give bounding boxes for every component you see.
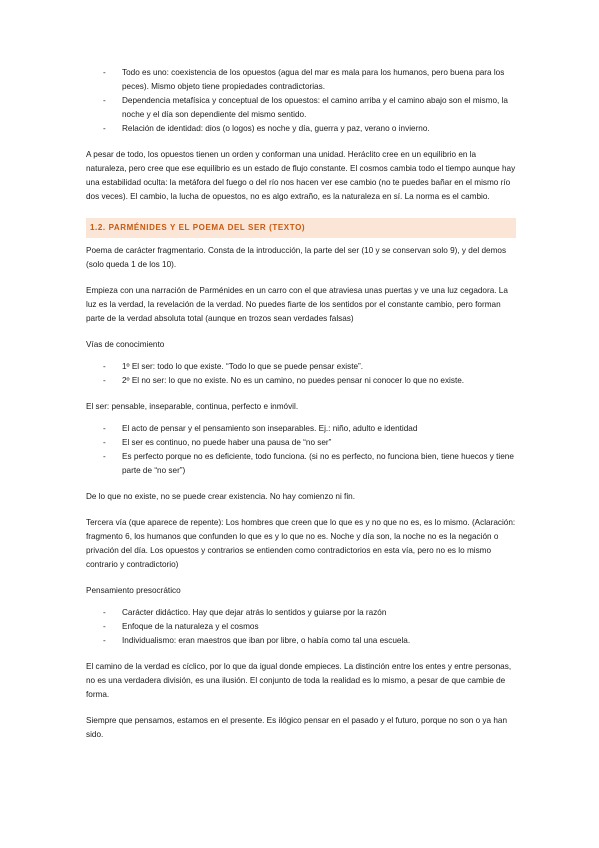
being-title: El ser: pensable, inseparable, continua, perfecto e inmóvil. bbox=[86, 402, 299, 411]
list-item: - Es perfecto porque no es deficiente, todo funciona. (si no es perfecto, no funciona bien, tiene huecos y tiene parte de “no ser”) bbox=[86, 450, 516, 478]
list-item: - 1º El ser: todo lo que existe. “Todo lo que se puede pensar existe”. bbox=[86, 360, 516, 374]
list-item: - El ser es continuo, no puede haber una pausa de “no ser” bbox=[86, 436, 516, 450]
list-item: - Carácter didáctico. Hay que dejar atrás lo sentidos y guiarse por la razón bbox=[86, 606, 516, 620]
list-item: - El acto de pensar y el pensamiento son inseparables. Ej.: niño, adulto e identidad bbox=[86, 422, 516, 436]
list-item: - Enfoque de la naturaleza y el cosmos bbox=[86, 620, 516, 634]
list-item: - Individualismo: eran maestros que iban por libre, o había como tal una escuela. bbox=[86, 634, 516, 648]
presocratic-list bbox=[86, 606, 516, 648]
list-item: - Relación de identidad: dios (o logos) es noche y día, guerra y paz, verano o invierno. bbox=[86, 122, 516, 136]
being-list bbox=[86, 422, 516, 478]
opposites-list bbox=[86, 66, 516, 136]
paragraph-present: Siempre que pensamos, estamos en el presente. Es ilógico pensar en el pasado y el futuro, porque no son o ya han sido. bbox=[86, 716, 508, 739]
presocratic-title: Pensamiento presocrático bbox=[86, 586, 181, 595]
section-heading: 1.2. PARMÉNIDES Y EL POEMA DEL SER (TEXTO) bbox=[86, 218, 516, 238]
paragraph-poem: Poema de carácter fragmentario. Consta de la introducción, la parte del ser (10 y se conservan solo 9), y del demos (solo queda 1 de los 10). bbox=[86, 246, 507, 269]
list-item: - Todo es uno: coexistencia de los opuestos (agua del mar es mala para los humanos, pero buena para los peces). Mismo objeto tiene propiedades contradictorias. bbox=[86, 66, 516, 94]
paragraph-path: El camino de la verdad es cíclico, por lo que da igual donde empieces. La distinción entre los entes y entre personas, no es una verdadera división, es una ilusión. El conjunto de toda la realidad es lo mismo, a pesar de que cambie de forma. bbox=[86, 662, 512, 699]
paragraph-third-way: Tercera vía (que aparece de repente): Los hombres que creen que lo que es y no que no es, es lo mismo. (Aclaración: fragmento 6, los humanos que confunden lo que es y lo que no es. Noche y día son, la noche no es la negación o privación del día. Los opuestos y contrarios se entienden como contradictorios en esta vía, pero no es lo mismo contrario y contradictorio) bbox=[86, 518, 516, 569]
paragraph-opposites: A pesar de todo, los opuestos tienen un orden y conforman una unidad. Heráclito cree en un equilibrio en la naturaleza, pero cree que ese equilibrio es un estado de flujo constante. El cosmos cambia todo el tiempo aunque hay una estabilidad oculta: la metáfora del fuego o del río nos hacen ver ese cambio (no te puedes bañar en el mismo río dos veces). El cambio, la lucha de opuestos, no es algo extraño, es la naturaleza en sí. La norma es el cambio. bbox=[86, 150, 516, 201]
ways-list bbox=[86, 360, 516, 388]
list-item: - Dependencia metafísica y conceptual de los opuestos: el camino arriba y el camino abajo son el mismo, la noche y el día son dependiente del mismo sentido. bbox=[86, 94, 516, 122]
paragraph-narration: Empieza con una narración de Parménides en un carro con el que atraviesa unas puertas y ve una luz cegadora. La luz es la verdad, la revelación de la verdad. No puedes fiarte de los sentidos por el constante cambio, pero forman parte de la verdad absoluta total (aunque en trozos sean verdades falsas) bbox=[86, 286, 508, 323]
ways-title: Vías de conocimiento bbox=[86, 340, 165, 349]
paragraph-beginning: De lo que no existe, no se puede crear existencia. No hay comienzo ni fin. bbox=[86, 492, 355, 501]
document-page bbox=[86, 66, 516, 742]
list-item: - 2º El no ser: lo que no existe. No es un camino, no puedes pensar ni conocer lo que no existe. bbox=[86, 374, 516, 388]
